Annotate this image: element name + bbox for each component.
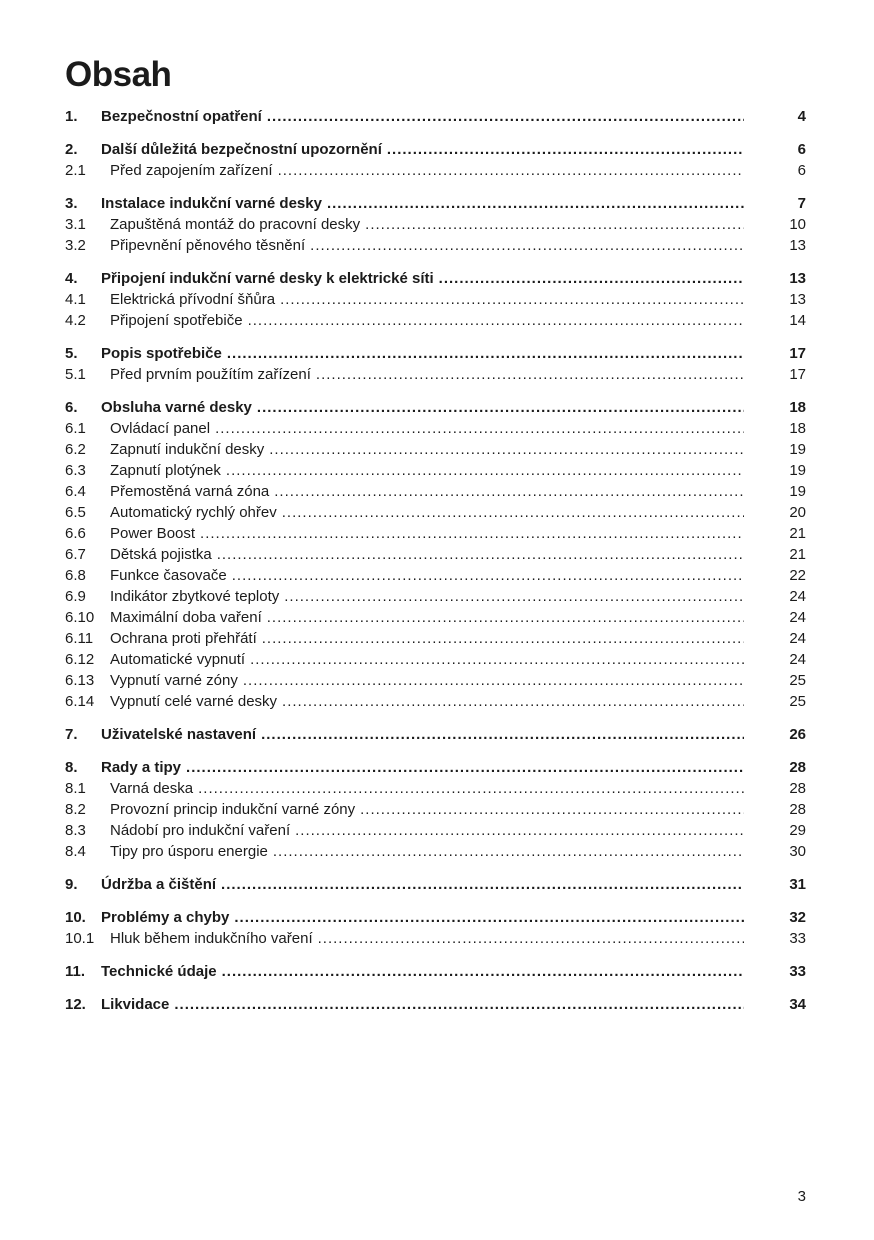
toc-leader-dots — [439, 268, 744, 289]
toc-entry-title: Power Boost — [110, 525, 196, 542]
toc-entry — [65, 106, 806, 127]
toc-entry — [65, 907, 806, 928]
toc-leader-dots — [262, 628, 744, 649]
toc-entry-title: Automatické vypnutí — [110, 651, 246, 668]
toc-entry — [65, 268, 806, 289]
toc-entry-page-number: 19 — [789, 462, 806, 479]
toc-leader-dots — [274, 481, 744, 502]
toc-entry-page-number: 19 — [789, 483, 806, 500]
toc-leader-dots — [198, 778, 744, 799]
toc-entry-number: 6.14 — [65, 693, 95, 710]
toc-entry-page-number: 17 — [789, 345, 806, 362]
toc-entry — [65, 214, 806, 235]
toc-entry — [65, 961, 806, 982]
toc-entry — [65, 343, 806, 364]
toc-entry-number: 6.3 — [65, 462, 86, 479]
toc-leader-dots — [318, 928, 744, 949]
toc-entry-title: Problémy a chyby — [101, 909, 230, 926]
toc-leader-dots — [387, 139, 744, 160]
toc-leader-dots — [217, 544, 744, 565]
toc-entry-title: Maximální doba vaření — [110, 609, 262, 626]
toc-entry-page-number: 6 — [797, 141, 806, 158]
toc-entry-number: 3. — [65, 195, 78, 212]
footer-page-number: 3 — [797, 1188, 806, 1205]
toc-entry-title: Rady a tipy — [101, 759, 182, 776]
toc-entry-title: Indikátor zbytkové teploty — [110, 588, 280, 605]
toc-entry-title: Ochrana proti přehřátí — [110, 630, 257, 647]
toc-leader-dots — [215, 418, 744, 439]
toc-leader-dots — [310, 235, 744, 256]
toc-entry-page-number: 7 — [797, 195, 806, 212]
toc-leader-dots — [200, 523, 744, 544]
toc-leader-dots — [248, 310, 744, 331]
toc-entry-page-number: 28 — [789, 759, 806, 776]
toc-entry-title: Dětská pojistka — [110, 546, 212, 563]
toc-entry-title: Přemostěná varná zóna — [110, 483, 270, 500]
toc-entry-number: 8.1 — [65, 780, 86, 797]
toc-entry-number: 8.3 — [65, 822, 86, 839]
toc-entry-number: 6.8 — [65, 567, 86, 584]
toc-leader-dots — [221, 874, 744, 895]
toc-entry — [65, 724, 806, 745]
toc-entry-page-number: 33 — [789, 963, 806, 980]
toc-entry-page-number: 14 — [789, 312, 806, 329]
toc-entry-number: 8.4 — [65, 843, 86, 860]
toc-entry — [65, 481, 806, 502]
toc-entry-number: 10. — [65, 909, 86, 926]
toc-leader-dots — [278, 160, 744, 181]
toc-leader-dots — [327, 193, 744, 214]
toc-entry-number: 7. — [65, 726, 78, 743]
toc-entry-number: 5.1 — [65, 366, 86, 383]
toc-entry-title: Instalace indukční varné desky — [101, 195, 322, 212]
toc-entry-title: Zapnutí plotýnek — [110, 462, 221, 479]
toc-entry-number: 6.10 — [65, 609, 95, 626]
toc-entry-number: 6.11 — [65, 630, 94, 647]
toc-entry — [65, 841, 806, 862]
toc-entry — [65, 235, 806, 256]
toc-entry-title: Uživatelské nastavení — [101, 726, 257, 743]
toc-entry-title: Vypnutí celé varné desky — [110, 693, 278, 710]
toc-entry — [65, 193, 806, 214]
toc-entry-title: Bezpečnostní opatření — [101, 108, 262, 125]
toc-entry-page-number: 24 — [789, 588, 806, 605]
toc-leader-dots — [316, 364, 744, 385]
toc-entry — [65, 757, 806, 778]
toc-entry-number: 6.2 — [65, 441, 86, 458]
toc-entry — [65, 691, 806, 712]
toc-entry-number: 8. — [65, 759, 78, 776]
toc-entry — [65, 364, 806, 385]
toc-leader-dots — [295, 820, 744, 841]
toc-entry-page-number: 34 — [789, 996, 806, 1013]
toc-entry — [65, 607, 806, 628]
toc-entry-page-number: 21 — [789, 525, 806, 542]
toc-entry-number: 4. — [65, 270, 78, 287]
toc-entry-number: 12. — [65, 996, 86, 1013]
toc-entry — [65, 874, 806, 895]
toc-leader-dots — [174, 994, 744, 1015]
toc-entry-title: Připojení spotřebiče — [110, 312, 243, 329]
toc-entry-number: 11. — [65, 963, 86, 980]
toc-entry-page-number: 31 — [789, 876, 806, 893]
toc-entry-title: Tipy pro úsporu energie — [110, 843, 268, 860]
toc-entry-page-number: 25 — [789, 672, 806, 689]
toc-entry-number: 10.1 — [65, 930, 95, 947]
toc-entry-number: 6.9 — [65, 588, 86, 605]
toc-leader-dots — [186, 757, 744, 778]
toc-entry-title: Ovládací panel — [110, 420, 211, 437]
toc-entry-page-number: 20 — [789, 504, 806, 521]
toc-leader-dots — [267, 106, 744, 127]
toc-entry-number: 4.2 — [65, 312, 86, 329]
toc-leader-dots — [365, 214, 744, 235]
toc-entry-title: Zapnutí indukční desky — [110, 441, 265, 458]
toc-entry-title: Vypnutí varné zóny — [110, 672, 238, 689]
toc-entry-page-number: 25 — [789, 693, 806, 710]
toc-entry-page-number: 10 — [789, 216, 806, 233]
toc-entry-number: 2.1 — [65, 162, 86, 179]
toc-entry — [65, 139, 806, 160]
toc-entry-page-number: 32 — [789, 909, 806, 926]
toc-entry-title: Likvidace — [101, 996, 170, 1013]
toc-entry-page-number: 18 — [789, 420, 806, 437]
toc-entry-number: 6.13 — [65, 672, 95, 689]
toc-leader-dots — [226, 460, 744, 481]
toc-entry-number: 6.5 — [65, 504, 86, 521]
toc-entry-page-number: 28 — [789, 801, 806, 818]
toc-entry-title: Před prvním použítím zařízení — [110, 366, 311, 383]
toc-entry — [65, 928, 806, 949]
toc-entry-number: 6.6 — [65, 525, 86, 542]
toc-entry-title: Další důležitá bezpečnostní upozornění — [101, 141, 382, 158]
toc-leader-dots — [250, 649, 744, 670]
toc-leader-dots — [269, 439, 744, 460]
toc-entry-number: 6.1 — [65, 420, 86, 437]
toc-entry — [65, 289, 806, 310]
toc-entry-number: 6.4 — [65, 483, 86, 500]
toc-leader-dots — [284, 586, 744, 607]
page-title: Obsah — [65, 55, 172, 94]
toc-leader-dots — [282, 502, 744, 523]
toc-entry-title: Varná deska — [110, 780, 194, 797]
toc-entry-title: Před zapojením zařízení — [110, 162, 273, 179]
toc-entry — [65, 799, 806, 820]
toc-entry-title: Automatický rychlý ohřev — [110, 504, 277, 521]
toc-entry-title: Údržba a čištění — [101, 876, 217, 893]
toc-entry-page-number: 24 — [789, 651, 806, 668]
toc-entry-number: 6.7 — [65, 546, 86, 563]
toc-entry — [65, 502, 806, 523]
toc-entry-page-number: 30 — [789, 843, 806, 860]
toc-entry-number: 2. — [65, 141, 78, 158]
toc-leader-dots — [273, 841, 744, 862]
toc-entry-title: Popis spotřebiče — [101, 345, 222, 362]
toc-entry-page-number: 4 — [797, 108, 806, 125]
toc-entry-number: 9. — [65, 876, 78, 893]
toc-leader-dots — [227, 343, 744, 364]
toc-entry-page-number: 19 — [789, 441, 806, 458]
toc-entry-page-number: 22 — [789, 567, 806, 584]
toc-entry-title: Připevnění pěnového těsnění — [110, 237, 306, 254]
toc-entry — [65, 310, 806, 331]
toc-entry-title: Funkce časovače — [110, 567, 227, 584]
toc-leader-dots — [267, 607, 744, 628]
toc-entry-page-number: 24 — [789, 630, 806, 647]
toc-leader-dots — [234, 907, 744, 928]
toc-entry-title: Nádobí pro indukční vaření — [110, 822, 291, 839]
toc-entry — [65, 628, 806, 649]
toc-entry-number: 1. — [65, 108, 78, 125]
toc-entry-title: Připojení indukční varné desky k elektrické síti — [101, 270, 434, 287]
toc-entry-title: Elektrická přívodní šňůra — [110, 291, 276, 308]
toc-leader-dots — [222, 961, 744, 982]
toc-entry-page-number: 29 — [789, 822, 806, 839]
toc-entry — [65, 994, 806, 1015]
toc-leader-dots — [360, 799, 744, 820]
toc-leader-dots — [261, 724, 744, 745]
toc-entry-page-number: 13 — [789, 237, 806, 254]
toc-entry — [65, 460, 806, 481]
toc-entry-number: 3.2 — [65, 237, 86, 254]
toc-leader-dots — [282, 691, 744, 712]
toc-entry-number: 6. — [65, 399, 78, 416]
toc-entry — [65, 523, 806, 544]
toc-entry — [65, 397, 806, 418]
toc-leader-dots — [232, 565, 744, 586]
toc-entry — [65, 439, 806, 460]
toc-list — [65, 106, 806, 1015]
toc-entry — [65, 565, 806, 586]
toc-entry-title: Hluk během indukčního vaření — [110, 930, 313, 947]
toc-entry-page-number: 13 — [789, 270, 806, 287]
toc-entry-page-number: 18 — [789, 399, 806, 416]
toc-entry-page-number: 24 — [789, 609, 806, 626]
toc-leader-dots — [280, 289, 744, 310]
toc-entry — [65, 544, 806, 565]
toc-entry — [65, 778, 806, 799]
toc-entry-page-number: 21 — [789, 546, 806, 563]
toc-entry-number: 6.12 — [65, 651, 95, 668]
toc-entry-page-number: 6 — [797, 162, 806, 179]
toc-entry-title: Technické údaje — [101, 963, 217, 980]
toc-leader-dots — [257, 397, 744, 418]
toc-entry-title: Zapuštěná montáž do pracovní desky — [110, 216, 361, 233]
toc-entry — [65, 586, 806, 607]
toc-entry-number: 3.1 — [65, 216, 86, 233]
toc-entry-page-number: 13 — [789, 291, 806, 308]
toc-entry-number: 4.1 — [65, 291, 86, 308]
toc-entry-page-number: 28 — [789, 780, 806, 797]
toc-entry-page-number: 33 — [789, 930, 806, 947]
toc-entry-title: Obsluha varné desky — [101, 399, 252, 416]
toc-entry — [65, 418, 806, 439]
toc-entry — [65, 820, 806, 841]
toc-entry-title: Provozní princip indukční varné zóny — [110, 801, 356, 818]
toc-entry — [65, 160, 806, 181]
toc-entry-number: 5. — [65, 345, 78, 362]
toc-entry — [65, 670, 806, 691]
toc-leader-dots — [243, 670, 744, 691]
toc-entry — [65, 649, 806, 670]
toc-entry-page-number: 26 — [789, 726, 806, 743]
toc-entry-page-number: 17 — [789, 366, 806, 383]
toc-entry-number: 8.2 — [65, 801, 86, 818]
